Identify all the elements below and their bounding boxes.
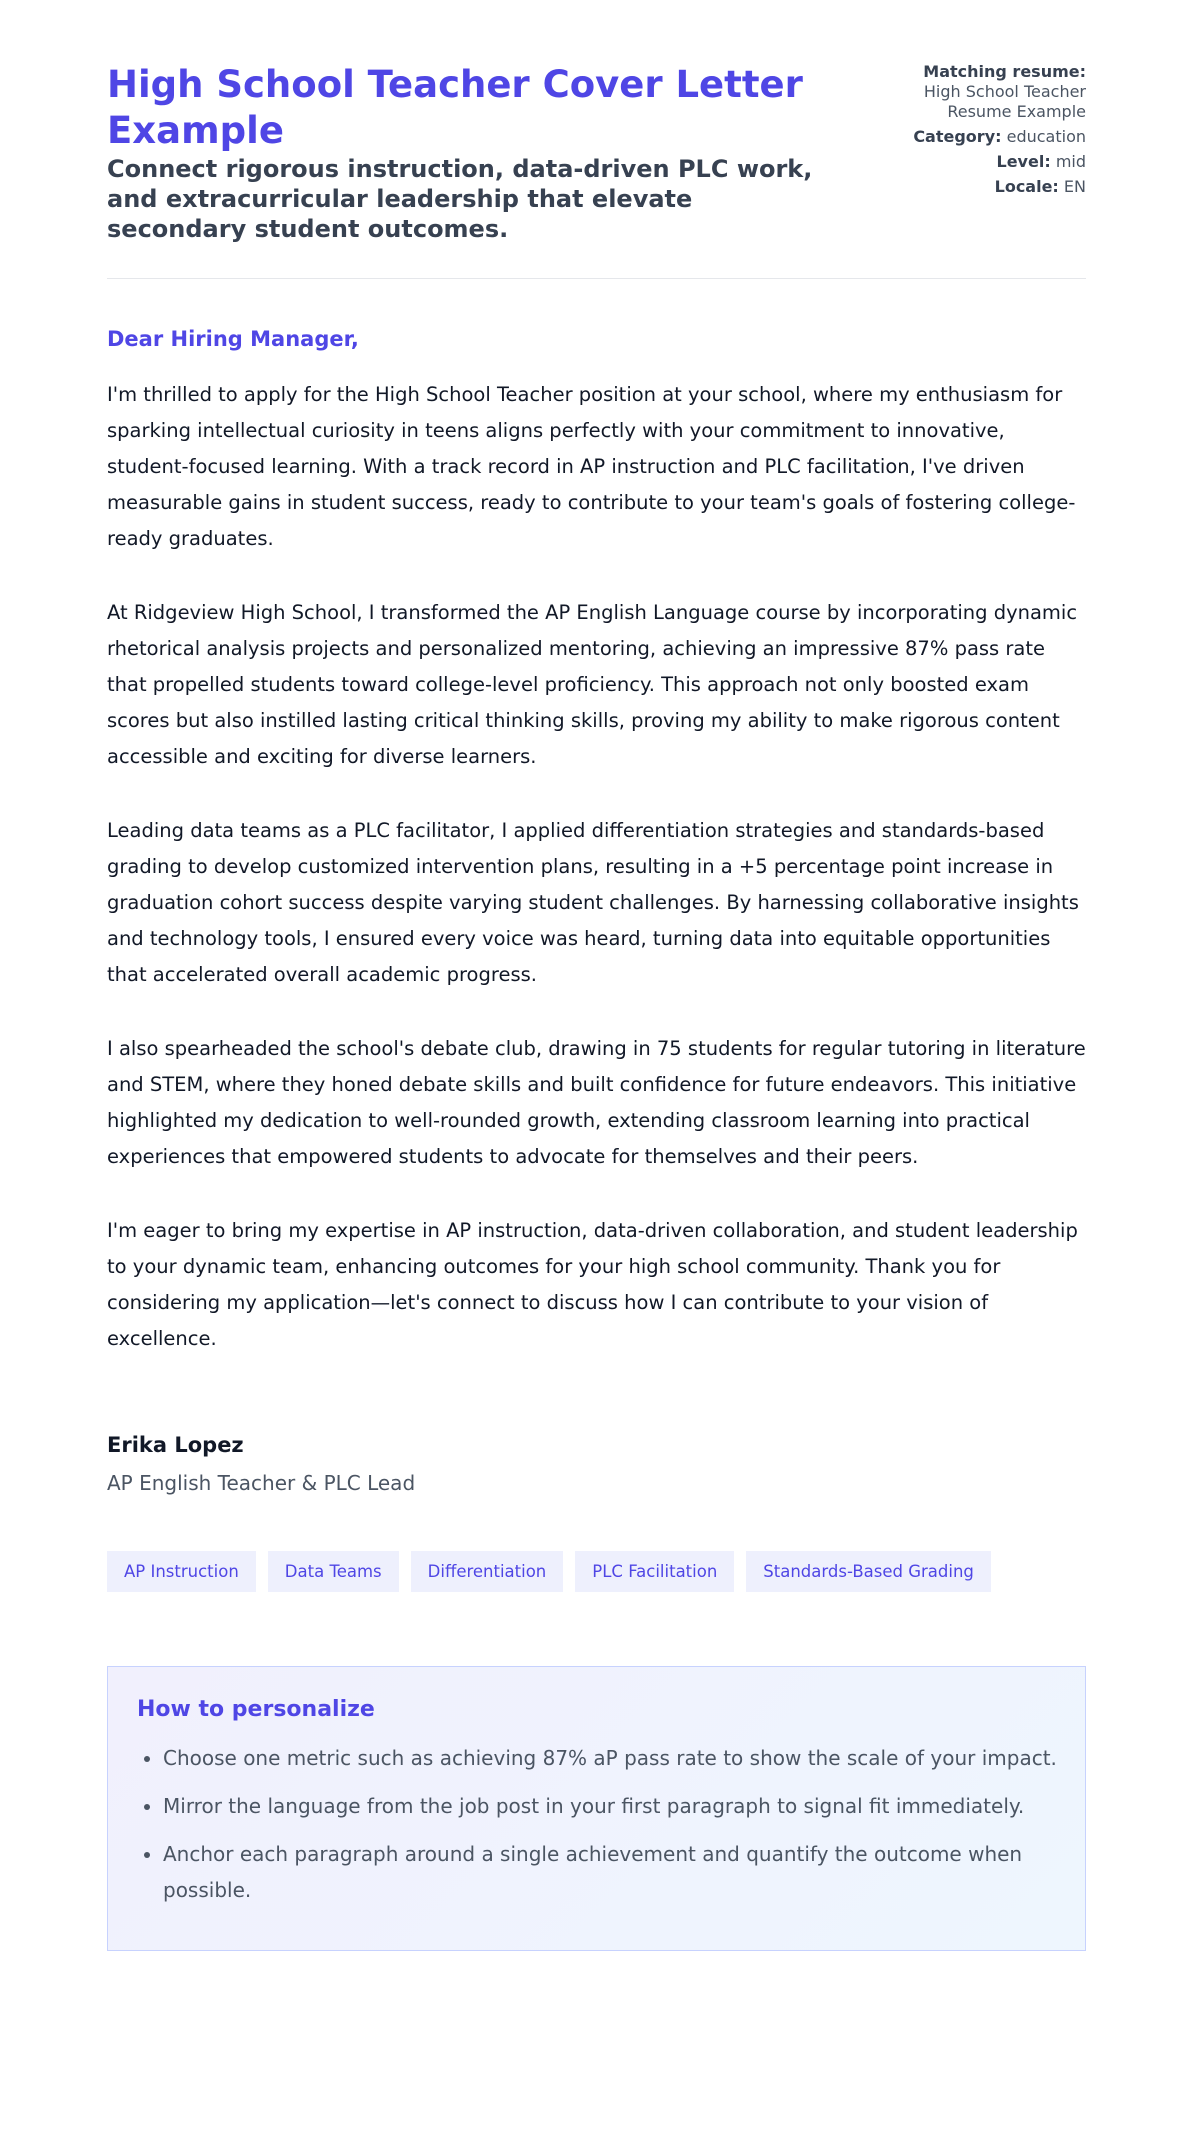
skill-tag: Data Teams [268, 1551, 399, 1592]
greeting: Dear Hiring Manager, [107, 327, 359, 351]
divider [107, 278, 1086, 279]
letter-paragraph: I also spearheaded the school's debate club, drawing in 75 students for regular tutoring in literature and STEM, where they honed debate skills and built confidence for future endeavors. This initiative highlighted my dedication to well-rounded growth, extending classroom learning into practical experiences that empowered students to advocate for themselves and their peers. [107, 1037, 1086, 1168]
skill-tag: PLC Facilitation [575, 1551, 734, 1592]
meta-value: mid [1055, 152, 1086, 171]
meta-category [886, 127, 1086, 147]
meta-label: Level: [996, 152, 1051, 171]
meta-label: Locale: [994, 177, 1059, 196]
skill-tag: AP Instruction [107, 1551, 256, 1592]
letter-paragraph: Leading data teams as a PLC facilitator, I applied differentiation strategies and standards-based grading to develop customized intervention plans, resulting in a +5 percentage point increase in graduation cohort success despite varying student challenges. By harnessing collaborative insights and technology tools, I ensured every voice was heard, turning data into equitable opportunities that accelerated overall academic progress. [107, 819, 1079, 986]
skill-tag: Differentiation [411, 1551, 564, 1592]
meta-label: Matching resume: [923, 62, 1086, 81]
page-subtitle: Connect rigorous instruction, data-driven PLC work, and extracurricular leadership that elevate secondary student outcomes. [107, 155, 813, 243]
meta-panel [886, 62, 1086, 202]
meta-matching-resume [886, 62, 1086, 122]
skill-tags [107, 1551, 1086, 1592]
meta-level [886, 152, 1086, 172]
signature-name: Erika Lopez [107, 1433, 244, 1457]
signature-title: AP English Teacher & PLC Lead [107, 1471, 416, 1495]
meta-value: EN [1063, 177, 1086, 196]
tip-item: • Anchor each paragraph around a single achievement and quantify the outcome when possible. [163, 1836, 1057, 1908]
letter-paragraph: At Ridgeview High School, I transformed the AP English Language course by incorporating dynamic rhetorical analysis projects and personalized mentoring, achieving an impressive 87% pass rate that propelled students toward college-level proficiency. This approach not only boosted exam scores but also instilled lasting critical thinking skills, proving my ability to make rigorous content accessible and exciting for diverse learners. [107, 601, 1078, 768]
page-header [107, 62, 1086, 244]
tip-item: • Choose one metric such as achieving 87% aP pass rate to show the scale of your impact. [163, 1740, 1057, 1776]
tips-list [137, 1740, 1057, 1908]
meta-label: Category: [913, 127, 1002, 146]
tip-item: • Mirror the language from the job post in your first paragraph to signal fit immediately. [163, 1788, 1057, 1824]
skill-tag: Standards-Based Grading [746, 1551, 991, 1592]
page-title: High School Teacher Cover Letter Example [107, 63, 803, 152]
letter-paragraph: I'm eager to bring my expertise in AP instruction, data-driven collaboration, and student leadership to your dynamic team, enhancing outcomes for your high school community. Thank you for considering my application—let's connect to discuss how I can contribute to your vision of excellence. [107, 1219, 1078, 1350]
meta-value: education [1006, 127, 1086, 146]
matching-resume-link[interactable]: High School Teacher Resume Example [923, 82, 1086, 121]
cover-letter-page [107, 62, 1086, 1951]
personalize-tips-box [107, 1666, 1086, 1951]
tips-heading: How to personalize [137, 1697, 375, 1722]
letter-paragraph: I'm thrilled to apply for the High School Teacher position at your school, where my enthusiasm for sparking intellectual curiosity in teens aligns perfectly with your commitment to innovative, student-focused learning. With a track record in AP instruction and PLC facilitation, I've driven measurable gains in student success, ready to contribute to your team's goals of fostering college-ready graduates. [107, 383, 1076, 550]
meta-locale [886, 177, 1086, 197]
title-block [107, 62, 867, 244]
